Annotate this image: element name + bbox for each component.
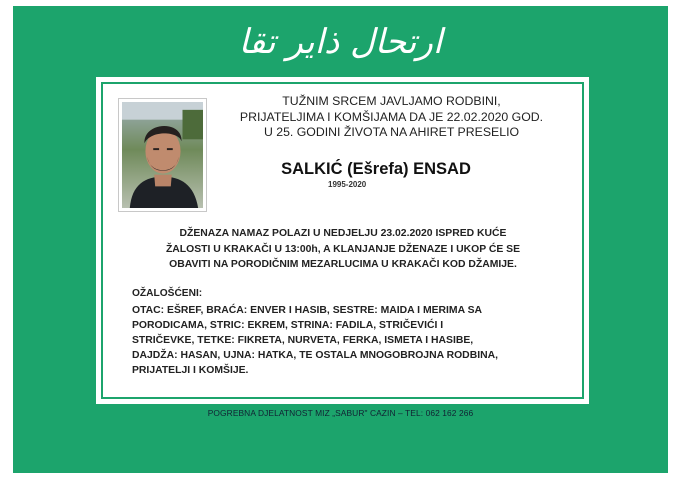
deceased-name: SALKIĆ (Ešrefa) ENSAD	[281, 160, 471, 178]
mourners-label: OŽALOŠĆENI:	[132, 288, 203, 299]
intro-line: U 25. GODINI ŽIVOTA NA AHIRET PRESELIO	[263, 125, 520, 139]
mourners-line: OTAC: EŠREF, BRAĆA: ENVER I HASIB, SESTRE: MAIDA I MERIMA SA	[132, 305, 483, 316]
obituary-sheet	[13, 6, 668, 473]
deceased-photo	[118, 98, 207, 212]
life-years: 1995-2020	[328, 180, 367, 189]
portrait-image	[122, 102, 203, 208]
funeral-line: OBAVITI NA PORODIČNIM MEZARLUCIMA U KRAKAČI KOD DŽAMIJE.	[169, 259, 517, 270]
funeral-line: ŽALOSTI U KRAKAČI U 13:00h, A KLANJANJE DŽENAZE I UKOP ĆE SE	[165, 243, 521, 255]
obituary-card	[96, 77, 589, 404]
mourners-line: DAJDŽA: HASAN, UJNA: HATKA, TE OSTALA MNOGOBROJNA RODBINA,	[132, 350, 498, 361]
arabic-calligraphy: ارتحال ذاير تقا	[238, 22, 443, 62]
funeral-details	[118, 226, 568, 273]
intro-line: TUŽNIM SRCEM JAVLJAMO RODBINI,	[282, 94, 501, 108]
mourners-line: PRIJATELJI I KOMŠIJE.	[132, 365, 249, 376]
intro-line: PRIJATELJIMA I KOMŠIJAMA DA JE 22.02.2020 GOD.	[239, 109, 544, 124]
funeral-line: DŽENAZA NAMAZ POLAZI U NEDJELJU 23.02.2020 ISPRED KUĆE	[179, 228, 507, 239]
funeral-home-footer: POGREBNA DJELATNOST MIZ „SABUR" CAZIN – TEL: 062 162 266	[207, 408, 474, 418]
mourners-line: STRIČEVKE, TETKE: FIKRETA, NURVETA, FERKA, ISMETA I HASIBE,	[132, 335, 474, 346]
intro-text	[219, 94, 564, 141]
mourners-list	[132, 303, 552, 378]
mourners-line: PORODICAMA, STRIC: EKREM, STRINA: FADILA, STRIČEVIĆI I	[132, 320, 444, 331]
